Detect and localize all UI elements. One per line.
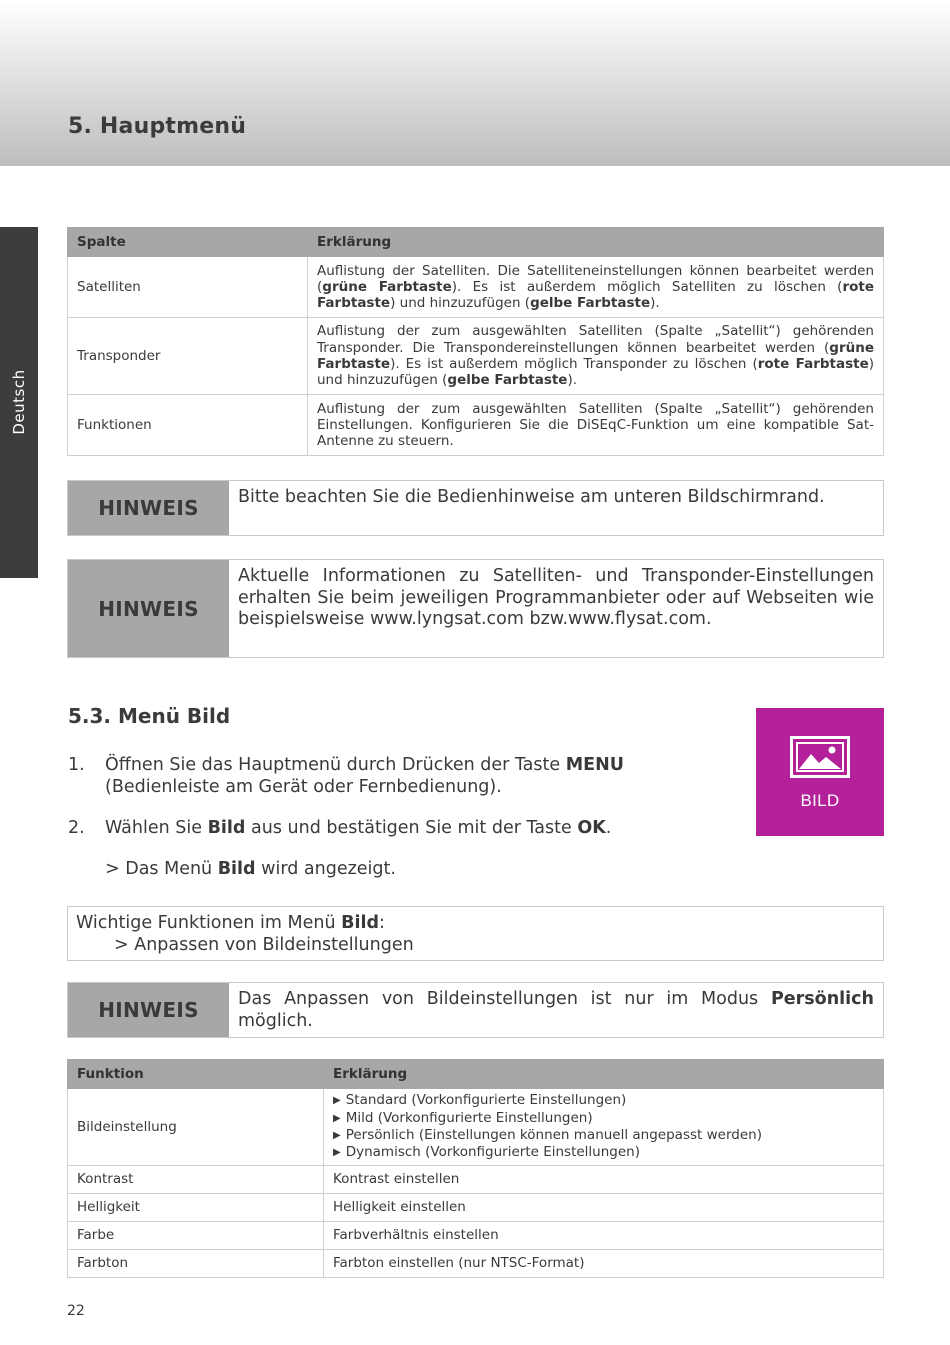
bild-menu-tile xyxy=(756,708,884,836)
option-text: Mild (Vorkonfigurierte Einstellungen) xyxy=(345,1109,593,1126)
list-item xyxy=(333,1127,874,1144)
list-item xyxy=(333,1144,874,1161)
row-description: Auflistung der zum ausgewählten Satelliten (Spalte „Satellit“) gehörenden Einstellungen. Konfigurieren Sie die DiSEqC-Funktion um eine kompatible Sat-Antenne zu steuern. xyxy=(308,395,884,456)
function-item: > Anpassen von Bildeinstellungen xyxy=(114,935,414,955)
step-number: 2. xyxy=(68,818,85,838)
table-row xyxy=(68,1222,884,1250)
step-item xyxy=(68,754,728,798)
hint-label: HINWEIS xyxy=(68,560,229,657)
functions-title: Wichtige Funktionen im Menü Bild: xyxy=(76,913,385,933)
important-functions-box xyxy=(67,906,884,961)
hint-box xyxy=(67,982,884,1038)
triangle-bullet-icon: ▶ xyxy=(333,1112,341,1124)
table-row xyxy=(68,318,884,395)
table-header-row xyxy=(68,228,884,257)
row-name: Satelliten xyxy=(68,257,308,318)
option-text: Persönlich (Einstellungen können manuell angepasst werden) xyxy=(345,1127,762,1143)
triangle-bullet-icon: ▶ xyxy=(333,1130,341,1141)
table-row xyxy=(68,395,884,456)
table-row xyxy=(68,1166,884,1194)
step-text: Wählen Sie Bild aus und bestätigen Sie mit der Taste OK. xyxy=(105,818,612,838)
picture-functions-table xyxy=(67,1059,884,1278)
tile-label: BILD xyxy=(800,791,840,810)
section-title: 5.3. Menü Bild xyxy=(68,704,231,728)
step-result: > Das Menü Bild wird angezeigt. xyxy=(105,859,396,879)
page-number: 22 xyxy=(67,1303,85,1319)
table-row xyxy=(68,1194,884,1222)
header-band xyxy=(0,0,950,166)
column-header: Erklärung xyxy=(324,1060,884,1089)
hint-label: HINWEIS xyxy=(68,481,229,535)
hint-text: Bitte beachten Sie die Bedienhinweise am unteren Bildschirmrand. xyxy=(238,487,825,507)
column-header: Spalte xyxy=(68,228,308,257)
language-label: Deutsch xyxy=(10,369,28,435)
step-number: 1. xyxy=(68,755,85,775)
row-description: Farbton einstellen (nur NTSC-Format) xyxy=(324,1250,884,1278)
option-text: Dynamisch (Vorkonfigurierte Einstellungen) xyxy=(345,1144,640,1161)
row-name: Kontrast xyxy=(68,1166,324,1194)
step-item xyxy=(68,817,728,839)
row-name: Funktionen xyxy=(68,395,308,456)
row-description: Kontrast einstellen xyxy=(324,1166,884,1194)
row-name: Farbe xyxy=(68,1222,324,1250)
row-name: Transponder xyxy=(68,318,308,395)
table-row xyxy=(68,1250,884,1278)
hint-text: Aktuelle Informationen zu Satelliten- und Transponder-Einstellungen erhalten Sie beim jeweiligen Programmanbieter oder auf Webseiten wie beispielsweise www.lyngsat.com bzw.www.flysat.com. xyxy=(238,566,874,629)
table-row xyxy=(68,1089,884,1166)
hint-box xyxy=(67,480,884,536)
row-description: Farbverhältnis einstellen xyxy=(324,1222,884,1250)
hint-text: Das Anpassen von Bildeinstellungen ist nur im Modus Persönlich möglich. xyxy=(238,989,874,1031)
list-item xyxy=(333,1110,874,1127)
column-header: Funktion xyxy=(68,1060,324,1089)
row-description xyxy=(324,1089,884,1166)
table-row xyxy=(68,257,884,318)
triangle-bullet-icon: ▶ xyxy=(333,1147,341,1159)
row-name: Bildeinstellung xyxy=(68,1089,324,1166)
satellite-columns-table xyxy=(67,227,884,456)
list-item xyxy=(333,1092,874,1109)
triangle-bullet-icon: ▶ xyxy=(333,1095,341,1107)
option-list xyxy=(333,1092,874,1161)
row-description: Auflistung der zum ausgewählten Satelliten (Spalte „Satellit“) gehörenden Transponder. Die Transpondereinstellungen können bearbeitet werden (grüne Farbtaste). Es ist außerdem möglich Transponder zu löschen (rote Farbtaste) und hinzuzufügen (gelbe Farbtaste). xyxy=(308,318,884,395)
instruction-steps xyxy=(68,754,728,880)
table-header-row xyxy=(68,1060,884,1089)
step-text: Öffnen Sie das Hauptmenü durch Drücken der Taste MENU (Bedienleiste am Gerät oder Fernbedienung). xyxy=(105,755,624,797)
hint-label: HINWEIS xyxy=(68,983,229,1037)
row-name: Helligkeit xyxy=(68,1194,324,1222)
row-name: Farbton xyxy=(68,1250,324,1278)
page-title: 5. Hauptmenü xyxy=(68,114,247,139)
language-side-tab xyxy=(0,227,38,578)
row-description: Helligkeit einstellen xyxy=(324,1194,884,1222)
row-description: Auflistung der Satelliten. Die Satelliteneinstellungen können bearbeitet werden (grüne Farbtaste). Es ist außerdem möglich Satelliten zu löschen (rote Farbtaste) und hinzuzufügen (gelbe Farbtaste). xyxy=(308,257,884,318)
column-header: Erklärung xyxy=(308,228,884,257)
picture-icon xyxy=(790,736,850,778)
option-text: Standard (Vorkonfigurierte Einstellungen) xyxy=(345,1092,627,1109)
hint-box xyxy=(67,559,884,658)
